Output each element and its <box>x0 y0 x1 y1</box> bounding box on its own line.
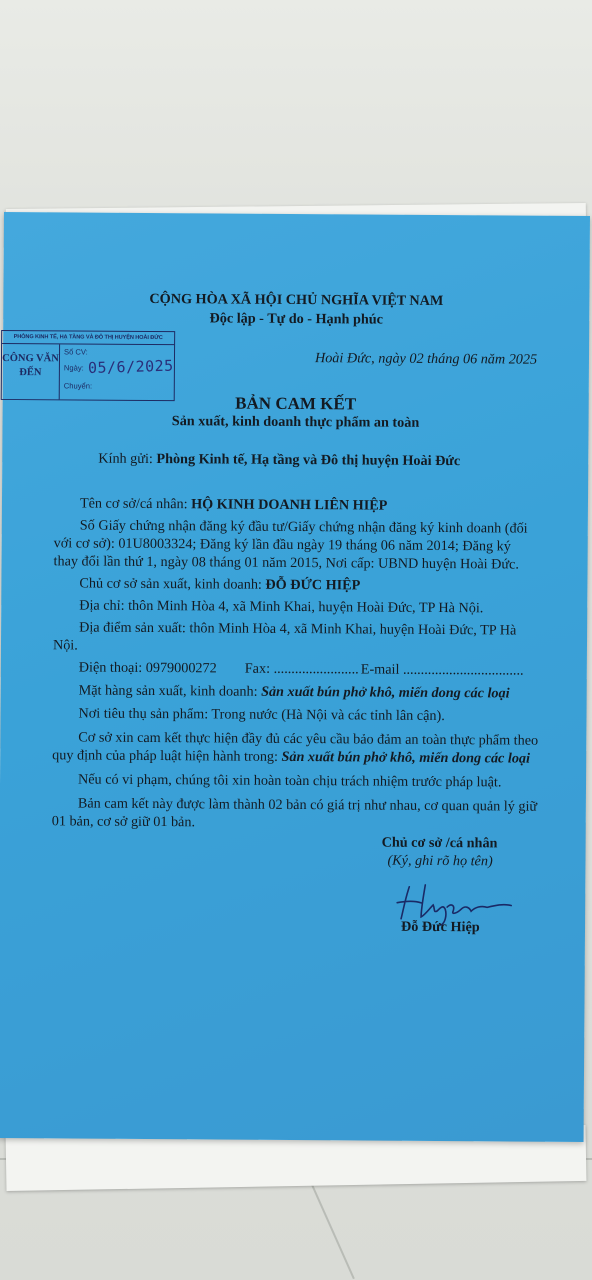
document-title: BẢN CAM KẾT <box>235 393 357 414</box>
cert-line-1: Số Giấy chứng nhận đăng ký đầu tư/Giấy chứng nhận đăng ký kinh doanh (đối <box>79 517 528 537</box>
email: E-mail .................................. <box>360 661 524 679</box>
owner-line <box>79 575 360 594</box>
goods-value: Sản xuất bún phở khô, miến dong các loại <box>261 683 510 702</box>
site-line-1: Địa điểm sản xuất: thôn Minh Hòa 4, xã Minh Khai, huyện Hoài Đức, TP Hà <box>79 619 517 639</box>
goods-line <box>79 682 510 702</box>
document-sheet <box>0 212 590 1142</box>
stamp-ngay: Ngày: <box>63 363 84 373</box>
motto: Độc lập - Tự do - Hạnh phúc <box>209 310 384 328</box>
fax: Fax: ........................ <box>244 660 359 678</box>
stamp-date-handwritten: 05/6/2025 <box>87 356 174 378</box>
place-date: Hoài Đức, ngày 02 tháng 06 năm 2025 <box>314 350 538 368</box>
stamp-label-line1: CÔNG VĂN <box>2 352 59 365</box>
stamp-chuyen: Chuyển: <box>63 381 93 391</box>
goods-label: Mặt hàng sản xuất, kinh doanh: <box>78 682 258 700</box>
copies-line-2: 01 bản, cơ sở giữ 01 bản. <box>51 813 196 831</box>
signature-hint: (Ký, ghi rõ họ tên) <box>387 852 493 870</box>
document-subtitle: Sản xuất, kinh doanh thực phẩm an toàn <box>171 413 420 431</box>
recipient-label: Kính gửi: <box>98 450 153 467</box>
business-line <box>80 495 388 514</box>
liability-line: Nếu có vi phạm, chúng tôi xin hoàn toàn chịu trách nhiệm trước pháp luật. <box>77 771 502 791</box>
commit-line-1: Cơ sở xin cam kết thực hiện đầy đủ các yêu cầu bảo đảm an toàn thực phẩm theo <box>78 729 539 749</box>
signer-name: Đỗ Đức Hiệp <box>400 918 480 936</box>
owner-name: ĐỖ ĐỨC HIỆP <box>265 576 361 594</box>
business-name: HỘ KINH DOANH LIÊN HIỆP <box>191 496 388 514</box>
cert-line-2: với cơ sở): 01U8003324; Đăng ký lần đầu ngày 19 tháng 06 năm 2014; Đăng ký <box>53 535 511 555</box>
recipient-name: Phòng Kinh tế, Hạ tầng và Đô thị huyện Hoài Đức <box>156 451 461 470</box>
address-line: Địa chỉ: thôn Minh Hòa 4, xã Minh Khai, huyện Hoài Đức, TP Hà Nội. <box>79 597 484 617</box>
commit-product: Sản xuất bún phở khô, miến dong các loại <box>281 748 531 767</box>
incoming-document-stamp <box>1 330 175 401</box>
site-line-2: Nội. <box>52 637 78 654</box>
cert-line-3: thay đổi lần thứ 1, ngày 08 tháng 01 năm 2015, Nơi cấp: UBND huyện Hoài Đức. <box>53 553 519 573</box>
owner-label: Chủ cơ sở sản xuất, kinh doanh: <box>79 575 262 593</box>
copies-line-1: Bản cam kết này được làm thành 02 bản có giá trị như nhau, cơ quan quản lý giữ <box>77 795 538 815</box>
commit-line-2 <box>52 747 530 767</box>
business-label: Tên cơ sở/cá nhân: <box>79 495 188 513</box>
recipient-line <box>98 451 460 471</box>
market-line: Nơi tiêu thụ sản phẩm: Trong nước (Hà Nội và các tỉnh lân cận). <box>78 705 445 725</box>
stamp-so-cv: Số CV: <box>64 347 88 357</box>
signature-title: Chủ cơ sở /cá nhân <box>381 834 498 852</box>
commit-text: quy định của pháp luật hiện hành trong: <box>52 747 279 765</box>
stamp-label-line2: ĐẾN <box>19 367 42 379</box>
nation-header: CỘNG HÒA XÃ HỘI CHỦ NGHĨA VIỆT NAM <box>149 290 444 310</box>
phone: Điện thoại: 0979000272 <box>78 659 217 677</box>
stamp-agency: PHÒNG KINH TẾ, HẠ TẦNG VÀ ĐÔ THỊ HUYỆN HOÀI ĐỨC <box>2 331 174 345</box>
